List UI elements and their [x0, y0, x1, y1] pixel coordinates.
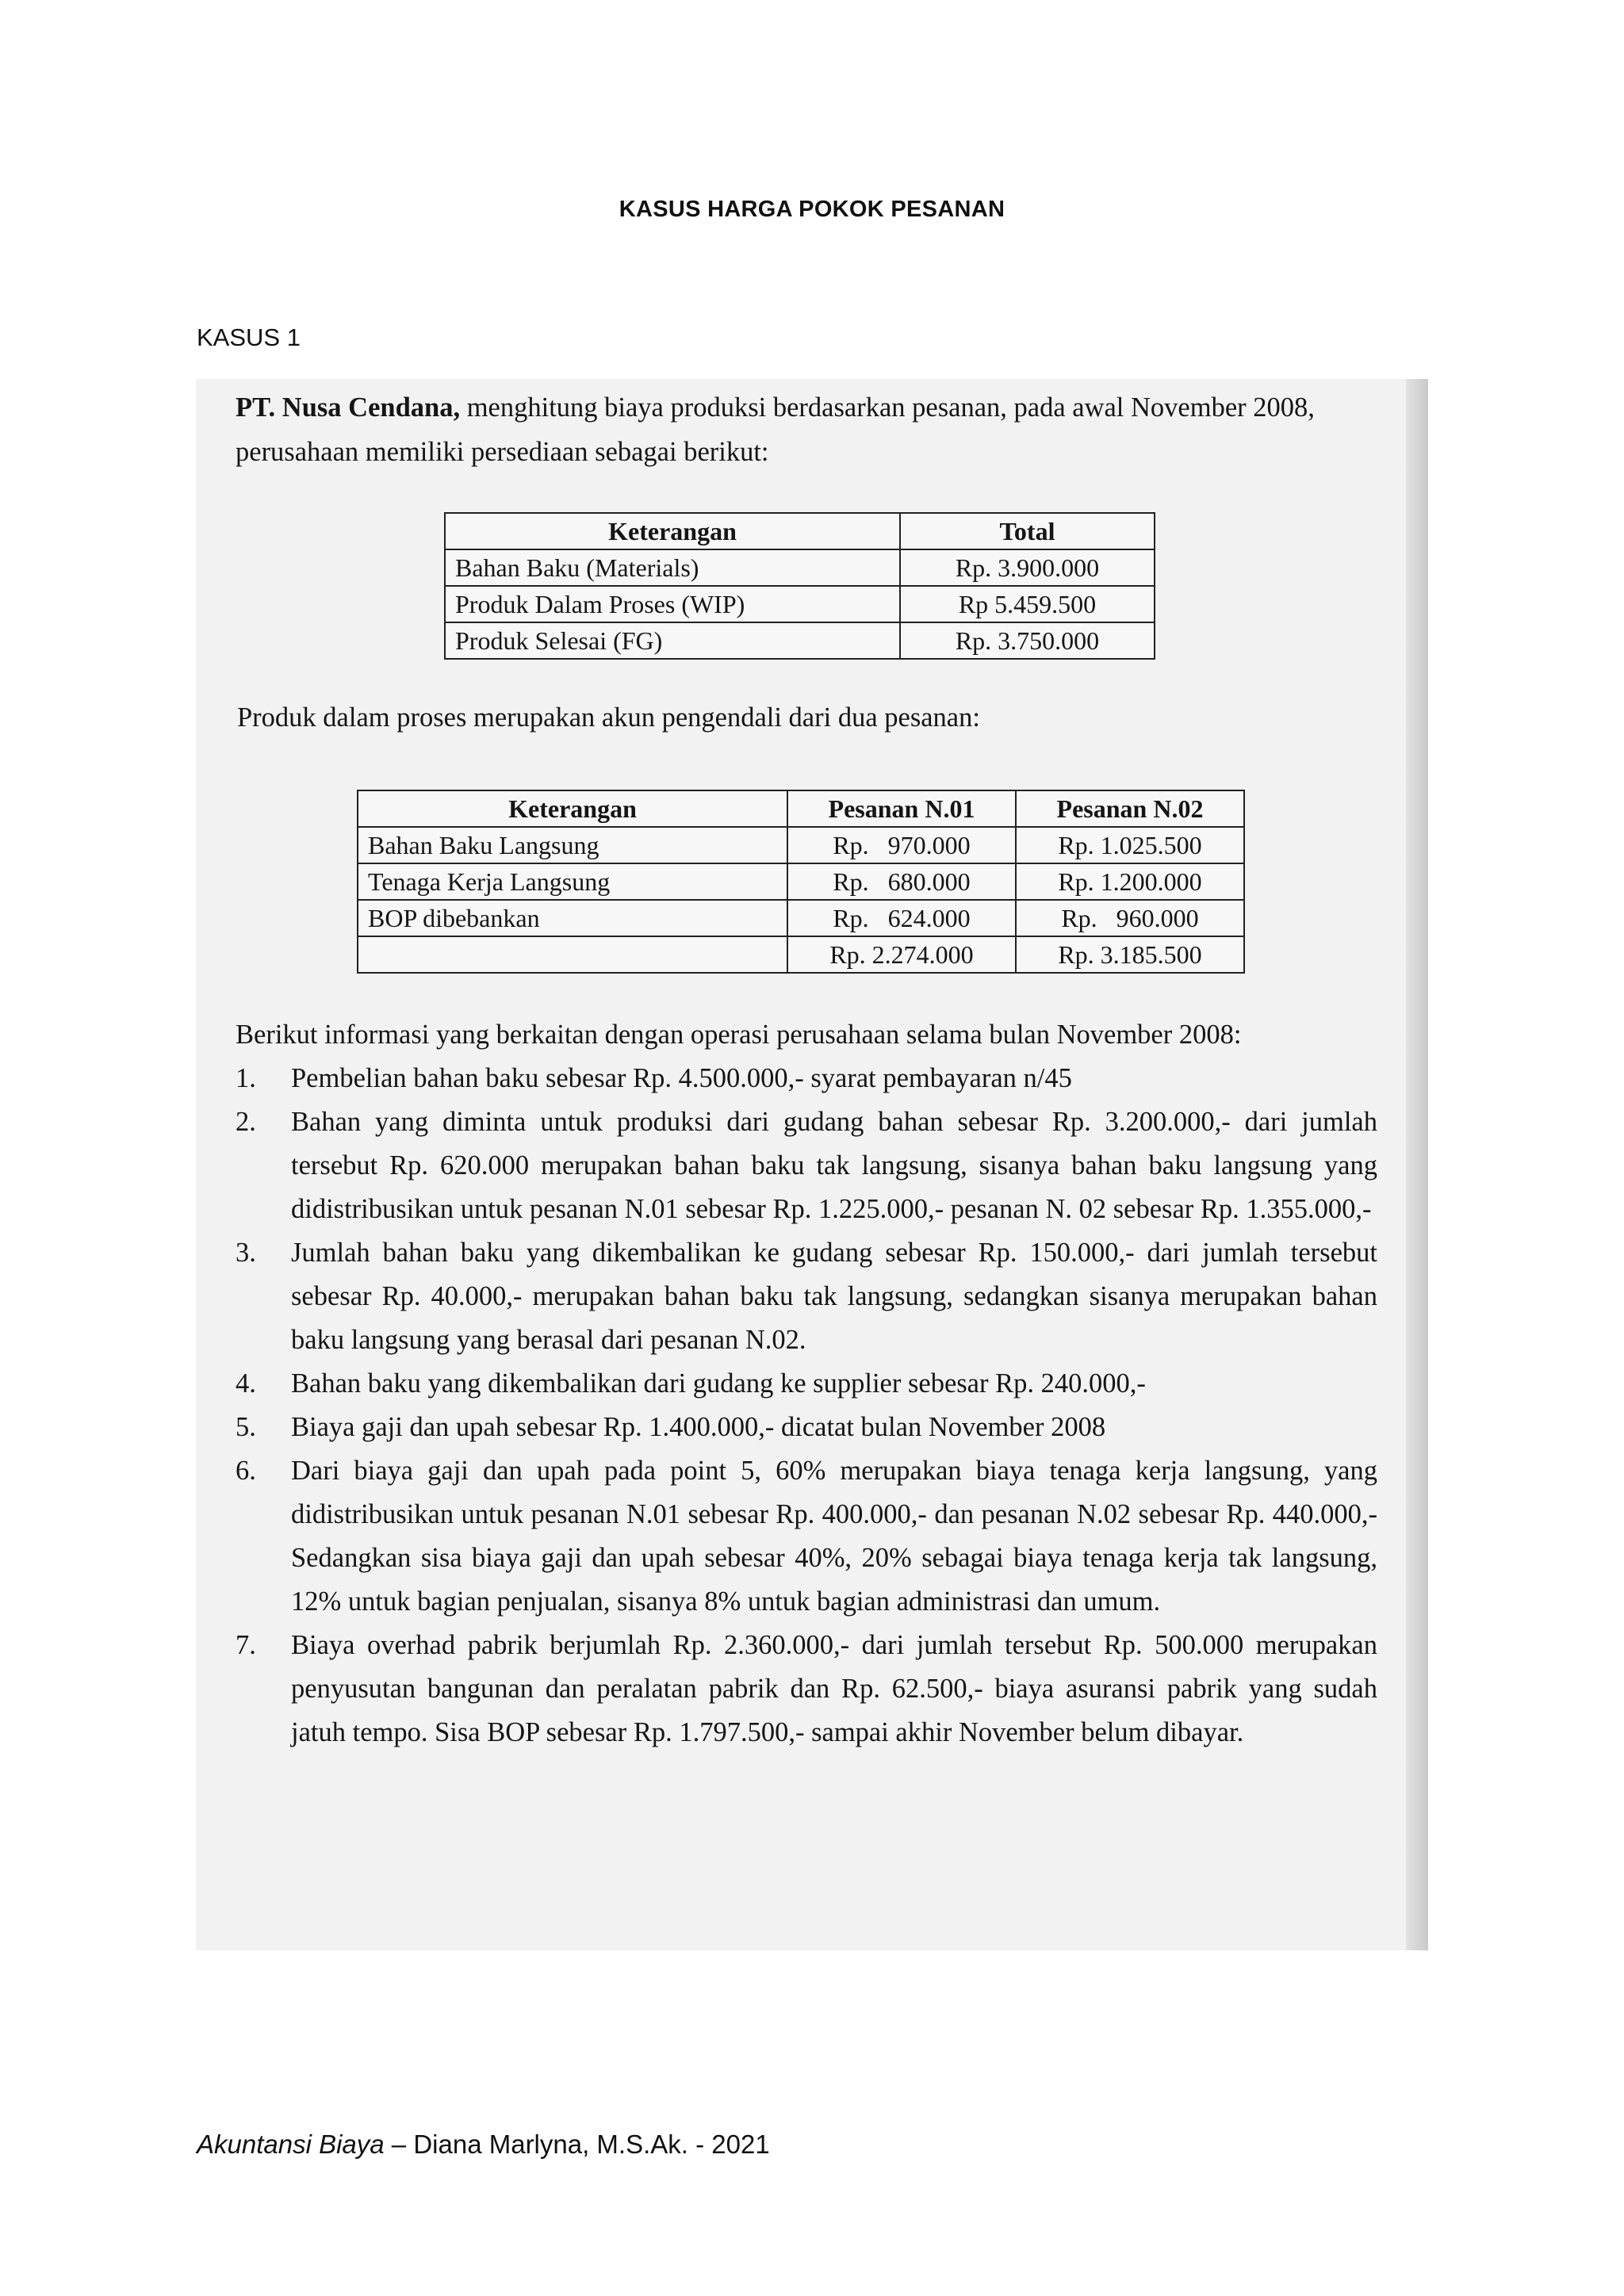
events-lead: Berikut informasi yang berkaitan dengan operasi perusahaan selama bulan November 2008: — [236, 1020, 1242, 1050]
column-header: Total — [900, 513, 1155, 549]
table-cell: Rp. 960.000 — [1016, 900, 1244, 936]
list-item-text: Biaya gaji dan upah sebesar Rp. 1.400.000,- dicatat bulan November 2008 — [291, 1412, 1106, 1442]
case-label: KASUS 1 — [197, 323, 301, 351]
list-item — [236, 1406, 1377, 1449]
table-cell: Rp. 2.274.000 — [787, 936, 1016, 973]
table-row — [445, 622, 1155, 659]
table-cell: Produk Dalam Proses (WIP) — [445, 586, 900, 622]
table-cell: Rp. 3.185.500 — [1016, 936, 1244, 973]
table-cell: Rp 5.459.500 — [900, 586, 1155, 622]
table-cell — [358, 936, 787, 973]
table-header-row — [445, 513, 1155, 549]
list-number: 4. — [236, 1368, 256, 1399]
page-title: KASUS HARGA POKOK PESANAN — [619, 197, 1005, 222]
list-item-text: Jumlah bahan baku yang dikembalikan ke gudang sebesar Rp. 150.000,- dari jumlah tersebut sebesar Rp. 40.000,- merupakan bahan baku tak langsung, sedangkan sisanya merupakan bahan baku langsung yang berasal dari pesanan N.02. — [291, 1238, 1377, 1355]
company-name: PT. Nusa Cendana, — [236, 392, 461, 423]
table-header-row — [358, 790, 1244, 827]
table-cell: Bahan Baku (Materials) — [445, 549, 900, 586]
table-cell: Rp. 1.025.500 — [1016, 827, 1244, 863]
table-cell: Rp. 970.000 — [787, 827, 1016, 863]
table-cell: Produk Selesai (FG) — [445, 622, 900, 659]
column-header: Keterangan — [445, 513, 900, 549]
table-row — [445, 586, 1155, 622]
events-list — [236, 1057, 1377, 1755]
list-item-text: Biaya overhad pabrik berjumlah Rp. 2.360.000,- dari jumlah tersebut Rp. 500.000 merupakan penyusutan bangunan dan peralatan pabrik dan Rp. 62.500,- biaya asuransi pabrik yang sudah jatuh tempo. Sisa BOP sebesar Rp. 1.797.500,- sampai akhir November belum dibayar. — [291, 1630, 1377, 1747]
footer-book-title: Akuntansi Biaya — [197, 2130, 385, 2159]
wip-sentence: Produk dalam proses merupakan akun pengendali dari dua pesanan: — [237, 702, 980, 733]
list-number: 2. — [236, 1107, 256, 1137]
table-row — [445, 549, 1155, 586]
list-item-text: Bahan baku yang dikembalikan dari gudang ke supplier sebesar Rp. 240.000,- — [291, 1368, 1146, 1399]
table-cell: Rp. 624.000 — [787, 900, 1016, 936]
scan-page-edge — [1406, 379, 1428, 1950]
table-row — [358, 863, 1244, 900]
scanned-excerpt — [196, 379, 1428, 1950]
table-total-row — [358, 936, 1244, 973]
intro-paragraph — [236, 385, 1377, 474]
events-section — [236, 1013, 1377, 1755]
column-header: Pesanan N.01 — [787, 790, 1016, 827]
list-item-text: Pembelian bahan baku sebesar Rp. 4.500.000,- syarat pembayaran n/45 — [291, 1063, 1072, 1093]
list-item — [236, 1449, 1377, 1624]
table-cell: Rp. 680.000 — [787, 863, 1016, 900]
column-header: Pesanan N.02 — [1016, 790, 1244, 827]
table-cell: Bahan Baku Langsung — [358, 827, 787, 863]
table-cell: BOP dibebankan — [358, 900, 787, 936]
page-footer — [197, 2130, 770, 2160]
inventory-table — [444, 512, 1155, 660]
list-item — [236, 1100, 1377, 1231]
column-header: Keterangan — [358, 790, 787, 827]
list-number: 5. — [236, 1412, 256, 1442]
list-item-text: Dari biaya gaji dan upah pada point 5, 60% merupakan biaya tenaga kerja langsung, yang didistribusikan untuk pesanan N.01 sebesar Rp. 400.000,- dan pesanan N.02 sebesar Rp. 440.000,- Sedangkan sisa biaya gaji dan upah sebesar 40%, 20% sebagai biaya tenaga kerja tak langsung, 12% untuk bagian penjualan, sisanya 8% untuk bagian administrasi dan umum. — [291, 1456, 1377, 1617]
list-number: 6. — [236, 1456, 256, 1486]
orders-table — [357, 790, 1245, 974]
table-cell: Rp. 3.750.000 — [900, 622, 1155, 659]
list-item — [236, 1624, 1377, 1755]
list-item — [236, 1231, 1377, 1362]
intro-text: menghitung biaya produksi berdasarkan pesanan, pada awal November 2008, perusahaan memiliki persediaan sebagai berikut: — [236, 392, 1315, 467]
list-number: 1. — [236, 1063, 256, 1093]
table-row — [358, 827, 1244, 863]
table-cell: Rp. 1.200.000 — [1016, 863, 1244, 900]
list-number: 7. — [236, 1630, 256, 1660]
list-number: 3. — [236, 1238, 256, 1268]
list-item — [236, 1362, 1377, 1406]
footer-author: – Diana Marlyna, M.S.Ak. - 2021 — [384, 2130, 770, 2159]
list-item — [236, 1057, 1377, 1100]
list-item-text: Bahan yang diminta untuk produksi dari gudang bahan sebesar Rp. 3.200.000,- dari jumlah tersebut Rp. 620.000 merupakan bahan baku tak langsung, sisanya bahan baku langsung yang didistribusikan untuk pesanan N.01 sebesar Rp. 1.225.000,- pesanan N. 02 sebesar Rp. 1.355.000,- — [291, 1107, 1377, 1224]
table-cell: Rp. 3.900.000 — [900, 549, 1155, 586]
table-row — [358, 900, 1244, 936]
table-cell: Tenaga Kerja Langsung — [358, 863, 787, 900]
